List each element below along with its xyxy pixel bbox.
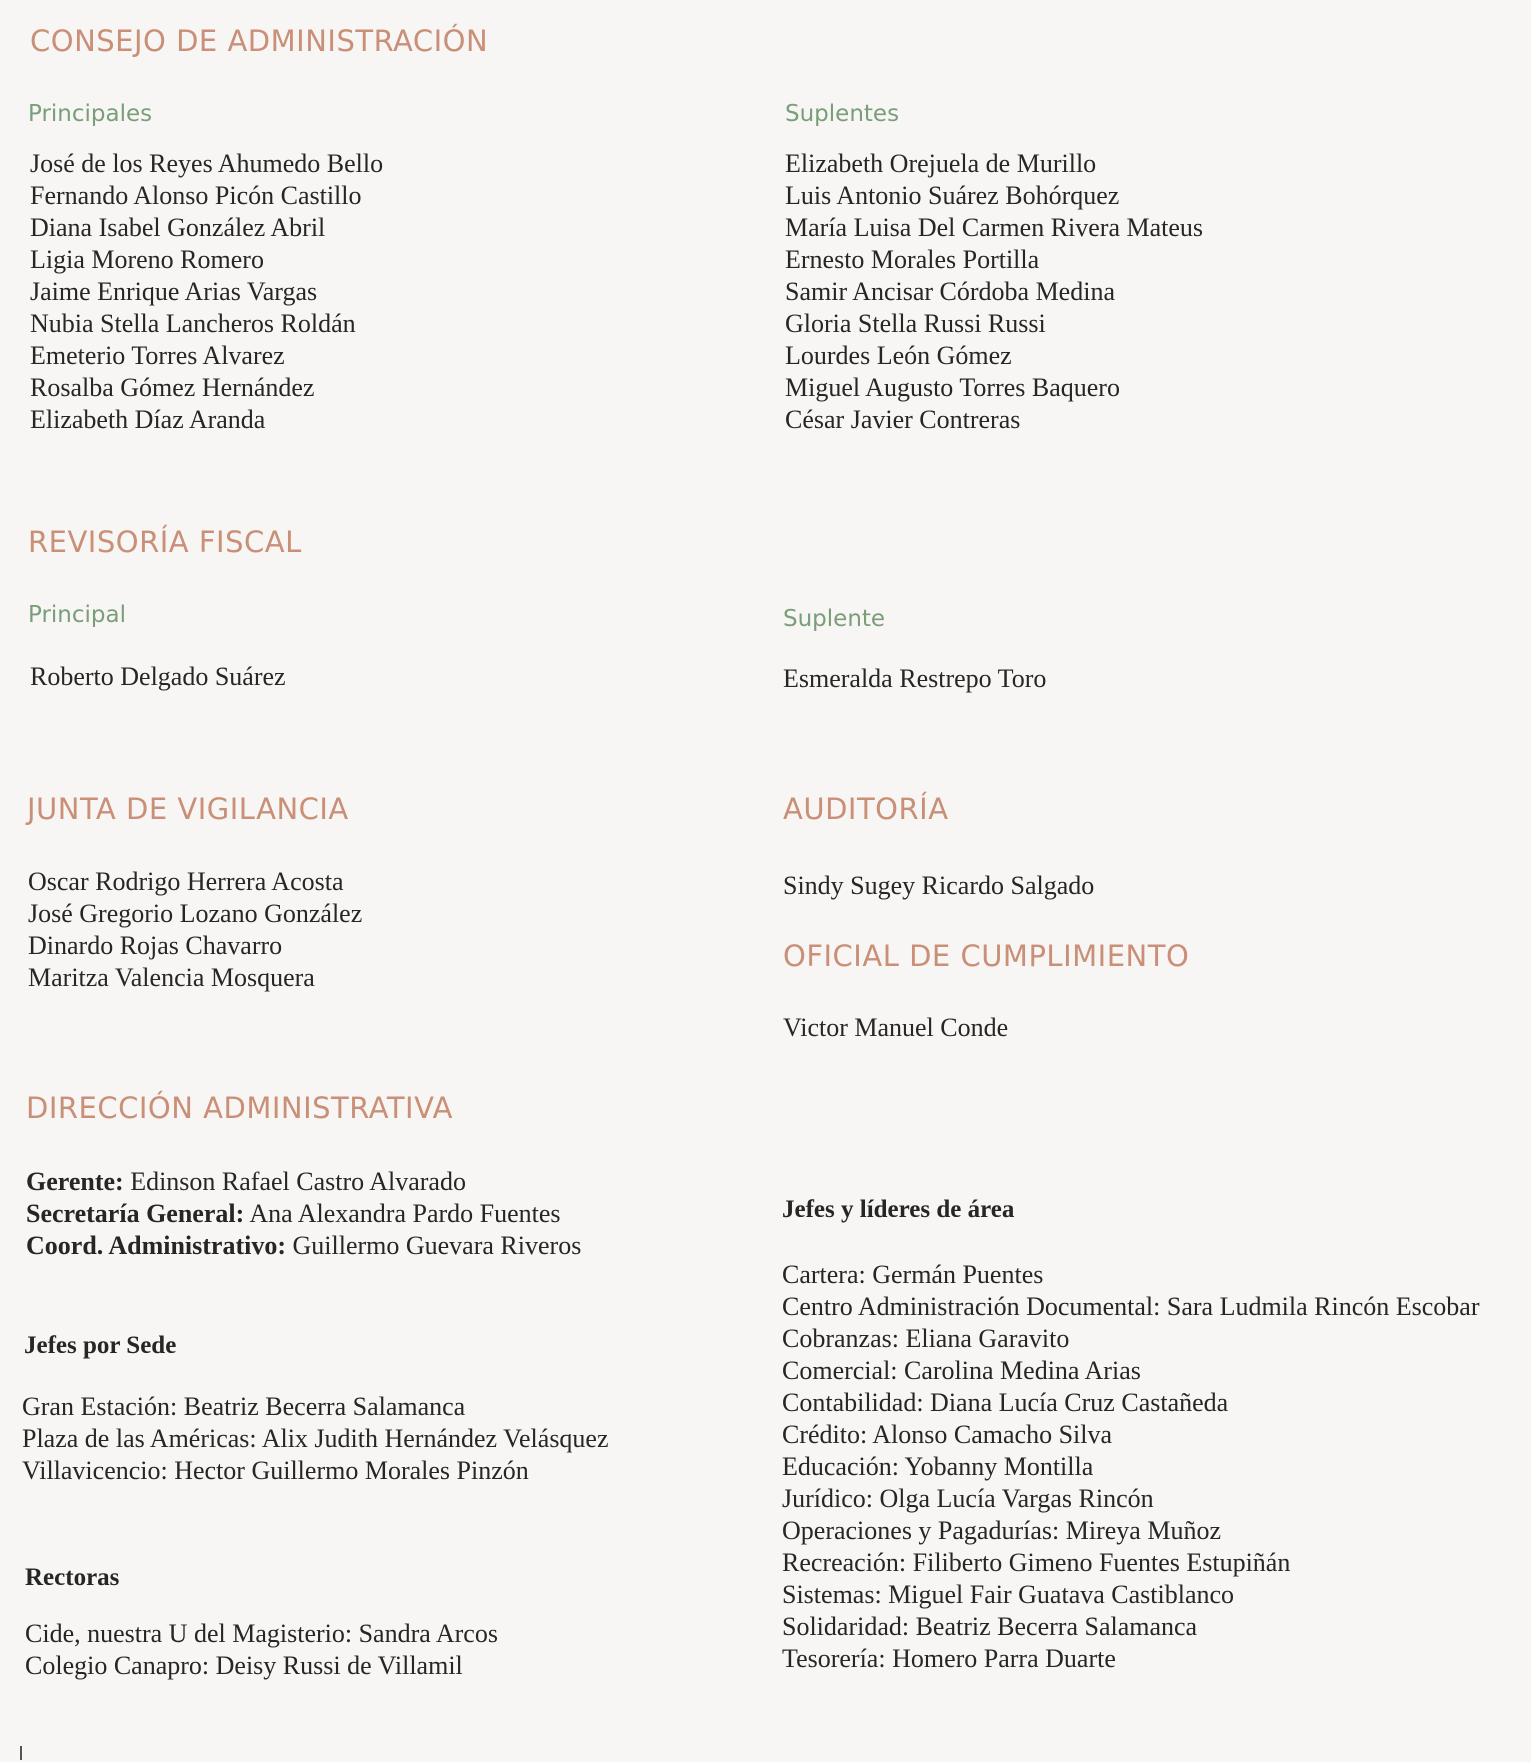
junta-title: JUNTA DE VIGILANCIA [27,792,349,826]
list-item: Tesorería: Homero Parra Duarte [782,1644,1116,1673]
list-item: Crédito: Alonso Camacho Silva [782,1420,1113,1449]
list-item: José de los Reyes Ahumedo Bello [30,149,384,178]
list-item: Nubia Stella Lancheros Roldán [30,309,356,338]
list-item: Sindy Sugey Ricardo Salgado [783,871,1095,900]
list-item: Centro Administración Documental: Sara Ludmila Rincón Escobar [782,1292,1480,1321]
rectoras-label: Rectoras [25,1564,120,1591]
list-item: Oscar Rodrigo Herrera Acosta [28,867,344,896]
revisoria-principal-list [30,661,286,693]
jefes-area-list [782,1259,1480,1675]
jefes-sede-list [22,1391,609,1487]
revisoria-suplente-list [783,663,1046,695]
consejo-principales-label: Principales [28,101,153,127]
role-name: Guillermo Guevara Riveros [292,1231,582,1260]
list-item: María Luisa Del Carmen Rivera Mateus [785,213,1204,242]
role-item [26,1230,581,1262]
list-item: Miguel Augusto Torres Baquero [785,373,1120,402]
list-item: Dinardo Rojas Chavarro [28,931,283,960]
consejo-title: CONSEJO DE ADMINISTRACIÓN [30,24,489,58]
list-item: Gloria Stella Russi Russi [785,309,1046,338]
revisoria-principal-label: Principal [28,602,127,628]
list-item: Diana Isabel González Abril [30,213,326,242]
role-label: Secretaría General: [26,1199,245,1228]
auditoria-title: AUDITORÍA [783,792,949,826]
list-item: Colegio Canapro: Deisy Russi de Villamil [25,1651,463,1680]
list-item: Operaciones y Pagadurías: Mireya Muñoz [782,1516,1221,1545]
list-item: Luis Antonio Suárez Bohórquez [785,181,1120,210]
list-item: Recreación: Filiberto Gimeno Fuentes Estupiñán [782,1548,1291,1577]
role-name: Ana Alexandra Pardo Fuentes [249,1199,561,1228]
oficial-title: OFICIAL DE CUMPLIMIENTO [783,939,1190,973]
list-item: Jaime Enrique Arias Vargas [30,277,318,306]
page-edge-mark [20,1746,22,1760]
list-item: Jurídico: Olga Lucía Vargas Rincón [782,1484,1154,1513]
jefes-sede-label: Jefes por Sede [24,1332,177,1359]
jefes-area-label: Jefes y líderes de área [782,1196,1015,1223]
role-item [26,1166,581,1198]
consejo-suplentes-list [785,148,1203,436]
oficial-list [783,1012,1008,1044]
role-label: Gerente: [26,1167,124,1196]
rectoras-list [25,1618,498,1682]
list-item: Gran Estación: Beatriz Becerra Salamanca [22,1392,466,1421]
junta-list [28,866,362,994]
role-label: Coord. Administrativo: [26,1231,286,1260]
revisoria-suplente-label: Suplente [783,606,886,632]
list-item: Cobranzas: Eliana Garavito [782,1324,1070,1353]
list-item: Villavicencio: Hector Guillermo Morales Pinzón [22,1456,529,1485]
list-item: Contabilidad: Diana Lucía Cruz Castañeda [782,1388,1229,1417]
revisoria-title: REVISORÍA FISCAL [28,525,302,559]
list-item: Cartera: Germán Puentes [782,1260,1044,1289]
list-item: Maritza Valencia Mosquera [28,963,315,992]
list-item: Lourdes León Gómez [785,341,1012,370]
list-item: Emeterio Torres Alvarez [30,341,285,370]
list-item: Elizabeth Díaz Aranda [30,405,266,434]
list-item: Elizabeth Orejuela de Murillo [785,149,1097,178]
role-name: Edinson Rafael Castro Alvarado [130,1167,466,1196]
list-item: Roberto Delgado Suárez [30,662,286,691]
list-item: José Gregorio Lozano González [28,899,363,928]
direccion-roles-list [26,1166,581,1262]
consejo-principales-list [30,148,383,436]
auditoria-list [783,870,1094,902]
list-item: Cide, nuestra U del Magisterio: Sandra Arcos [25,1619,498,1648]
list-item: Rosalba Gómez Hernández [30,373,315,402]
list-item: Educación: Yobanny Montilla [782,1452,1094,1481]
list-item: Victor Manuel Conde [783,1013,1009,1042]
list-item: Plaza de las Américas: Alix Judith Hernández Velásquez [22,1424,609,1453]
list-item: Solidaridad: Beatriz Becerra Salamanca [782,1612,1198,1641]
list-item: Fernando Alonso Picón Castillo [30,181,362,210]
direccion-title: DIRECCIÓN ADMINISTRATIVA [26,1091,453,1125]
list-item: Ernesto Morales Portilla [785,245,1040,274]
role-item [26,1198,581,1230]
list-item: Sistemas: Miguel Fair Guatava Castiblanco [782,1580,1235,1609]
list-item: Comercial: Carolina Medina Arias [782,1356,1141,1385]
list-item: César Javier Contreras [785,405,1021,434]
list-item: Samir Ancisar Córdoba Medina [785,277,1115,306]
consejo-suplentes-label: Suplentes [785,101,900,127]
list-item: Esmeralda Restrepo Toro [783,664,1047,693]
list-item: Ligia Moreno Romero [30,245,264,274]
